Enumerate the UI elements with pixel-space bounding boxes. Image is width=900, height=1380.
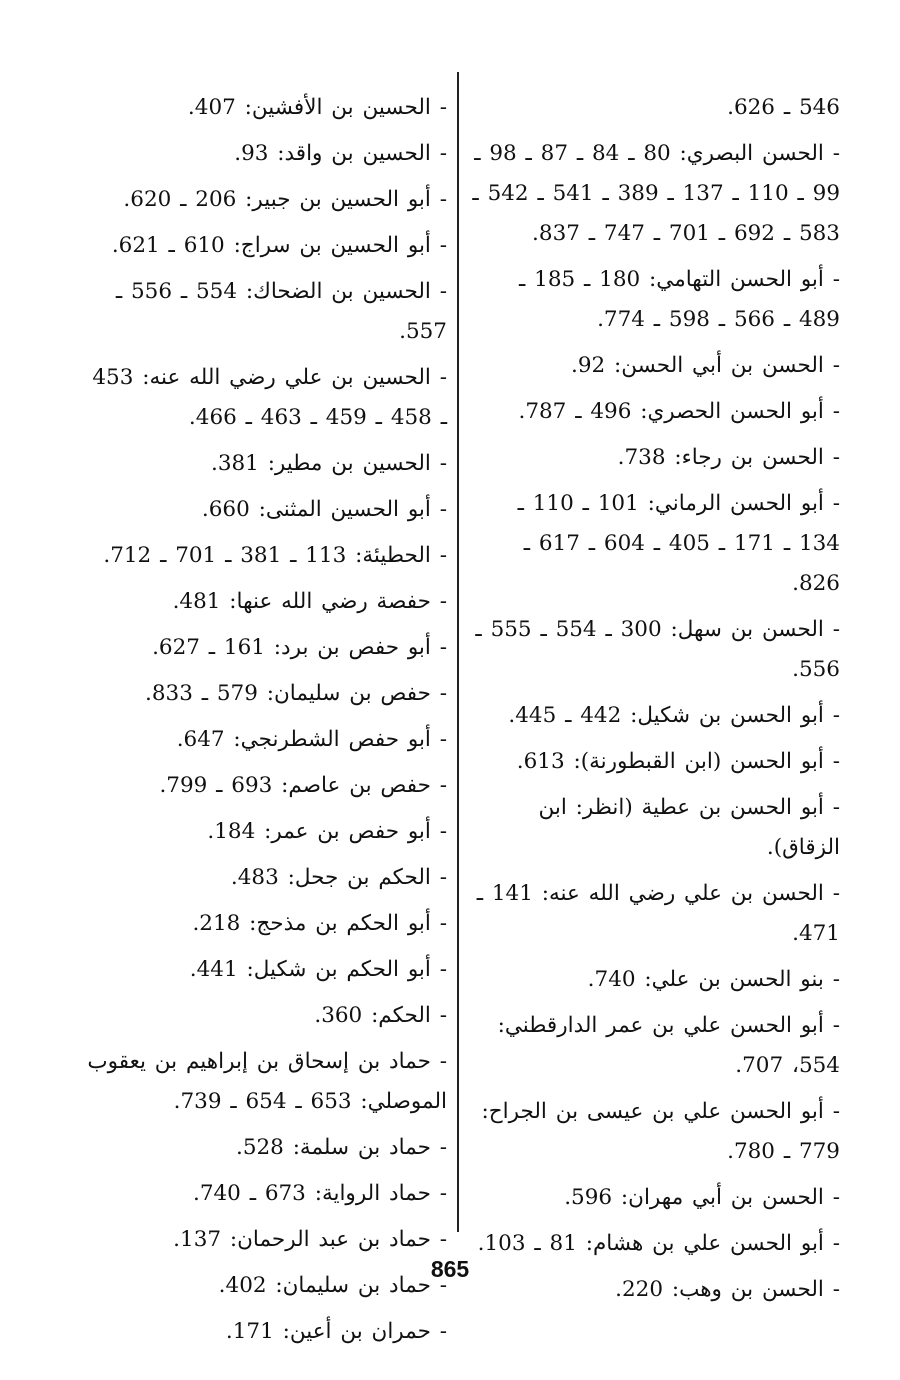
index-entry: - الحكم: 360.: [314, 1003, 447, 1028]
index-entry: - الحطيئة: 113 ـ 381 ـ 701 ـ 712.: [103, 543, 447, 568]
index-entry: - أبو الحسين بن جبير: 206 ـ 620.: [123, 187, 447, 212]
index-entry: - أبو الحسن علي بن هشام: 81 ـ 103.: [477, 1231, 840, 1256]
index-entry: - الحسن بن رجاء: 738.: [617, 445, 840, 470]
index-entry: - أبو الحسن الحصري: 496 ـ 787.: [518, 399, 840, 424]
index-entry: - أبو حفص بن عمر: 184.: [207, 819, 447, 844]
index-entry: - حماد بن إسحاق بن إبراهيم بن يعقوب الموصلي: 653 ـ 654 ـ 739.: [87, 1049, 447, 1114]
page-number: 865: [430, 1256, 470, 1282]
index-entry: - أبو الحسن علي بن عمر الدارقطني: 554، 707.: [497, 1013, 840, 1078]
index-entry: - الحسن بن أبي الحسن: 92.: [570, 353, 840, 378]
index-entry: - حماد بن سلمة: 528.: [235, 1135, 447, 1160]
index-entry: - أبو الحسين المثنى: 660.: [201, 497, 447, 522]
column-divider: [457, 72, 459, 1232]
index-entry: - أبو الحسن الرماني: 101 ـ 110 ـ 134 ـ 171 ـ 405 ـ 604 ـ 617 ـ 826.: [517, 491, 840, 596]
index-entry: - الحسن بن وهب: 220.: [615, 1277, 840, 1302]
index-entry: - أبو حفص الشطرنجي: 647.: [176, 727, 447, 752]
index-entry: - أبو الحكم بن شكيل: 441.: [189, 957, 447, 982]
index-entry: - أبو الحسن علي بن عيسى بن الجراح: 779 ـ 780.: [481, 1099, 840, 1164]
index-entry: - أبو الحسن التهامي: 180 ـ 185 ـ 489 ـ 566 ـ 598 ـ 774.: [519, 267, 840, 332]
index-entry: - الحسن بن علي رضي الله عنه: 141 ـ 471.: [476, 881, 840, 946]
index-entry: - الحسين بن الضحاك: 554 ـ 556 ـ 557.: [115, 279, 447, 344]
index-entry: - أبو الحسين بن سراج: 610 ـ 621.: [111, 233, 447, 258]
index-entry: - حماد بن عبد الرحمان: 137.: [173, 1227, 447, 1252]
index-entry: - الحسين بن الأفشين: 407.: [187, 95, 447, 120]
index-entry: - أبو الحسن بن عطية (انظر: ابن الزقاق).: [538, 795, 840, 860]
index-entry: - الحسن بن أبي مهران: 596.: [564, 1185, 840, 1210]
index-entry: - أبو الحسن (ابن القبطورنة): 613.: [516, 749, 840, 774]
index-entry: - الحسين بن علي رضي الله عنه: 453 ـ 458 ـ 459 ـ 463 ـ 466.: [92, 365, 447, 430]
index-entry: - أبو حفص بن برد: 161 ـ 627.: [152, 635, 447, 660]
index-entry: - حماد الرواية: 673 ـ 740.: [192, 1181, 447, 1206]
index-entry: - حماد بن سليمان: 402.: [218, 1273, 447, 1298]
index-entry: - أبو الحسن بن شكيل: 442 ـ 445.: [508, 703, 840, 728]
index-entry: - حفص بن سليمان: 579 ـ 833.: [145, 681, 447, 706]
index-entry: - الحكم بن جحل: 483.: [230, 865, 447, 890]
index-entry: - حفص بن عاصم: 693 ـ 799.: [159, 773, 447, 798]
index-entry: - الحسين بن واقد: 93.: [234, 141, 447, 166]
index-column-right: [85, 88, 447, 1358]
index-entry: - حفصة رضي الله عنها: 481.: [172, 589, 447, 614]
index-entry: - الحسن البصري: 80 ـ 84 ـ 87 ـ 98 ـ 99 ـ 110 ـ 137 ـ 389 ـ 541 ـ 542 ـ 583 ـ 692 ـ 701 ـ 747 ـ 837.: [472, 141, 840, 246]
index-entry: 546 ـ 626.: [727, 95, 840, 120]
index-entry: - بنو الحسن بن علي: 740.: [587, 967, 840, 992]
index-entry: - أبو الحكم بن مذحج: 218.: [192, 911, 447, 936]
index-entry: - حمران بن أعين: 171.: [225, 1319, 447, 1344]
index-column-left: [470, 88, 840, 1316]
index-entry: - الحسن بن سهل: 300 ـ 554 ـ 555 ـ 556.: [475, 617, 840, 682]
index-entry: - الحسين بن مطير: 381.: [210, 451, 447, 476]
